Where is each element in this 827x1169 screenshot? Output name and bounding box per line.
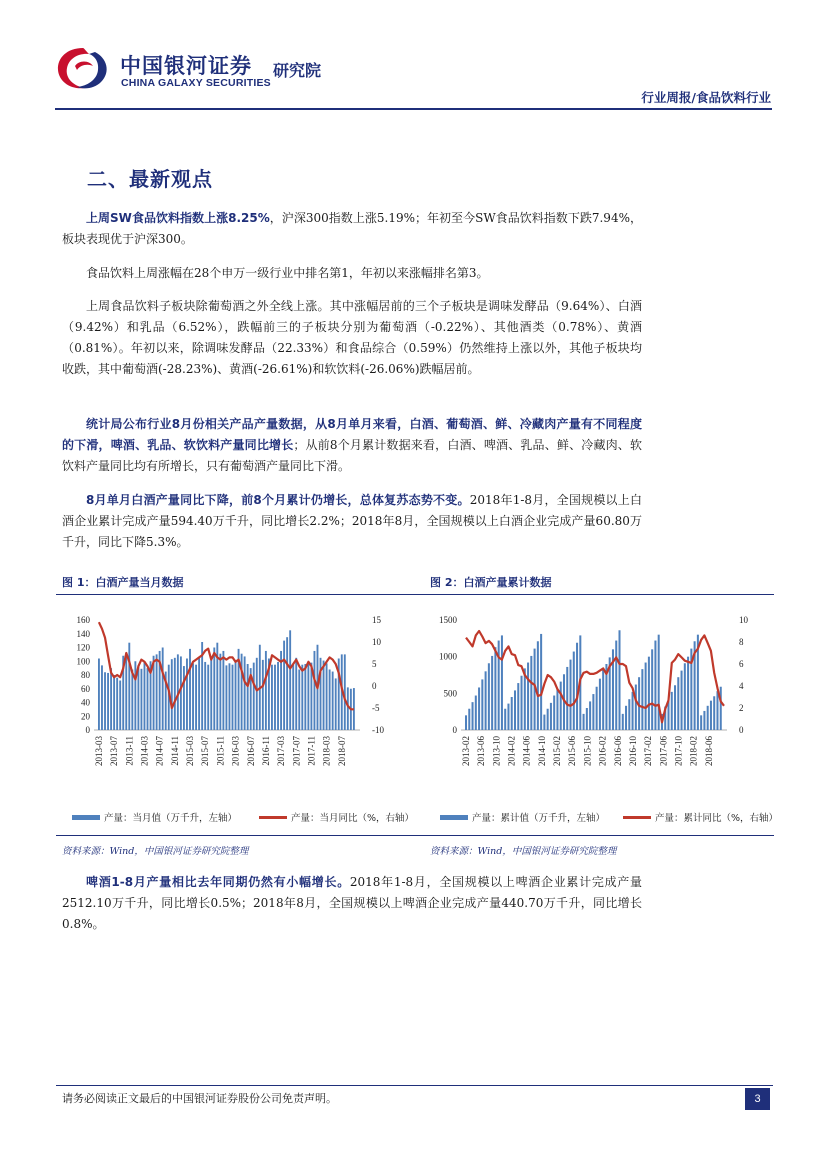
chart1-x-tick-label: 2013-03 — [94, 736, 104, 766]
chart2-right-tick-label: 0 — [739, 725, 744, 735]
chart2-bar — [641, 669, 643, 730]
figure-1-caption: 图 1：白酒产量当月数据 — [62, 576, 184, 589]
chart2-bar — [596, 687, 598, 730]
chart2-bar — [570, 660, 572, 730]
chart-2-legend — [440, 810, 778, 824]
chart1-x-tick-label: 2016-11 — [260, 736, 271, 766]
chart1-bar — [344, 654, 346, 730]
chart2-bar — [478, 687, 480, 730]
chart2-bar — [540, 634, 542, 730]
chart1-bar — [332, 672, 334, 730]
chart2-bar — [514, 690, 516, 730]
chart2-bar — [501, 635, 503, 730]
chart1-bar — [222, 651, 224, 730]
paragraph-5-text: 2018年1-8月，全国规模以上白酒企业累计完成产量594.40万千升，同比增长2.2%；2018年8月，全国规模以上白酒企业完成产量60.80万千升，同比下降5.3%。 — [62, 493, 642, 549]
chart2-left-tick-label: 1500 — [439, 615, 457, 625]
chart1-bar — [107, 673, 109, 730]
chart1-bar — [232, 665, 234, 730]
chart1-left-tick-label: 140 — [76, 628, 90, 639]
chart1-bar — [335, 678, 337, 730]
chart1-bar — [147, 668, 149, 730]
figure-1-source: 资料来源：Wind，中国银河证券研究院整理 — [62, 846, 249, 857]
chart1-bar — [195, 665, 197, 730]
chart1-bar — [186, 659, 188, 731]
chart2-x-tick-label: 2016-10 — [627, 736, 638, 766]
chart2-bar — [628, 699, 630, 730]
chart1-bar — [219, 654, 221, 730]
chart1-bar — [144, 663, 146, 730]
chart2-x-tick-label: 2014-02 — [506, 736, 517, 766]
header-divider — [55, 108, 772, 110]
chart2-bar — [710, 701, 712, 730]
chart2-bar — [674, 685, 676, 730]
chart1-bar — [183, 666, 185, 730]
chart2-x-tick-label: 2013-10 — [491, 736, 502, 766]
legend-bar-swatch — [72, 815, 100, 820]
chart2-bar — [671, 692, 673, 730]
chart2-bar — [527, 663, 529, 730]
chart1-right-tick-label: -5 — [372, 703, 380, 713]
chart1-right-tick-label: 15 — [372, 615, 381, 625]
chart2-bar — [618, 630, 620, 730]
chart2-bar — [615, 641, 617, 730]
chart2-right-tick-label: 10 — [739, 615, 748, 625]
chart1-x-tick-label: 2017-03 — [276, 736, 287, 766]
chart1-bar — [119, 681, 121, 731]
chart1-x-tick-label: 2014-11 — [169, 736, 180, 766]
chart2-left-tick-label: 0 — [452, 725, 457, 735]
chart-1-legend — [72, 810, 414, 824]
chart2-bar — [537, 641, 539, 730]
chart2-bar — [684, 663, 686, 730]
chart1-x-tick-label: 2014-03 — [139, 736, 150, 766]
legend-bar-label: 产量：累计值（万千升，左轴） — [472, 813, 606, 824]
chart2-bar — [468, 709, 470, 730]
chart1-bar — [347, 687, 349, 730]
chart1-right-tick-label: 10 — [372, 637, 381, 647]
brand-name-cn: 中国银河证券 — [120, 54, 252, 78]
chart2-bar — [687, 657, 689, 730]
chart1-bar — [304, 664, 306, 730]
chart2-x-tick-label: 2014-06 — [521, 736, 532, 766]
chart1-x-tick-label: 2017-11 — [306, 736, 317, 766]
chart1-bar — [110, 668, 112, 730]
chart1-bar — [277, 662, 279, 730]
footer-divider — [56, 1085, 773, 1086]
paragraph-6-bold: 啤酒1-8月产量相比去年同期仍然有小幅增长。 — [86, 875, 350, 889]
chart2-x-tick-label: 2015-02 — [552, 736, 563, 766]
chart1-bar — [128, 643, 130, 730]
chart1-x-tick-label: 2015-03 — [185, 736, 196, 766]
chart2-right-tick-label: 8 — [739, 637, 744, 647]
chart1-bar — [301, 665, 303, 730]
chart1-bar — [329, 670, 331, 731]
brand-name-en: CHINA GALAXY SECURITIES — [121, 77, 271, 89]
chart2-bar — [707, 706, 709, 730]
chart2-bar — [465, 715, 467, 730]
chart1-bar — [180, 656, 182, 730]
chart1-bar — [292, 665, 294, 730]
chart1-bar — [204, 662, 206, 730]
chart1-left-tick-label: 20 — [81, 711, 90, 722]
chart1-bar — [256, 658, 258, 730]
chart1-bar — [235, 660, 237, 730]
chart1-bar — [98, 659, 100, 731]
chart2-bar — [504, 709, 506, 730]
paragraph-2: 食品饮料上周涨幅在28个申万一级行业中排名第1，年初以来涨幅排名第3。 — [86, 266, 489, 280]
chart1-x-tick-label: 2014-07 — [154, 736, 165, 766]
chart1-bar — [174, 658, 176, 730]
chart2-x-tick-label: 2018-06 — [703, 736, 714, 766]
chart1-left-tick-label: 40 — [81, 697, 90, 708]
figure-top-divider — [56, 594, 774, 595]
chart2-bar — [576, 643, 578, 730]
chart2-x-tick-label: 2015-10 — [582, 736, 593, 766]
chart1-right-tick-label: -10 — [372, 725, 384, 735]
chart2-bar — [530, 656, 532, 730]
chart2-bar — [592, 694, 594, 730]
chart1-bar — [156, 654, 158, 730]
chart1-bar — [326, 663, 328, 730]
chart1-bar — [104, 672, 106, 730]
chart1-bar — [314, 651, 316, 730]
paragraph-1-bold: 上周SW食品饮料指数上涨8.25% — [86, 211, 270, 225]
chart2-bar — [543, 715, 545, 730]
chart2-left-tick-label: 500 — [443, 688, 457, 699]
chart1-bar — [140, 669, 142, 730]
chart2-bar — [602, 670, 604, 730]
chart1-bar — [244, 656, 246, 730]
chart1-x-tick-label: 2013-11 — [124, 736, 135, 766]
chart2-bar — [472, 702, 474, 730]
chart2-bar — [494, 647, 496, 730]
figure-2-source: 资料来源：Wind，中国银河证券研究院整理 — [430, 846, 617, 857]
chart2-bar — [553, 696, 555, 730]
chart2-x-tick-label: 2013-06 — [476, 736, 487, 766]
chart1-left-tick-label: 80 — [81, 670, 90, 680]
chart1-bar — [207, 665, 209, 730]
chart1-bar — [101, 665, 103, 730]
institute-label: 研究院 — [273, 61, 322, 80]
paragraph-4-bold: 统计局公布行业8月份相关产品产量数据，从8月单月来看，白酒、葡萄酒、鲜、冷藏肉产量有不同程度的下滑，啤酒、乳品、软饮料产量同比增长 — [62, 417, 642, 452]
chart2-x-tick-label: 2013-02 — [461, 736, 471, 766]
chart1-bar — [137, 665, 139, 730]
chart2-bar — [703, 711, 705, 730]
chart2-bar — [645, 663, 647, 730]
chart2-bar — [651, 649, 653, 730]
paragraph-4-text: ；从前8个月累计数据来看，白酒、啤酒、乳品、鲜、冷藏肉、软饮料产量同比均有所增长，只有葡萄酒产量同比下滑。 — [62, 438, 642, 473]
chart2-bar — [716, 691, 718, 730]
chart2-bar — [622, 714, 624, 730]
chart2-bar — [677, 677, 679, 730]
chart1-bar — [274, 665, 276, 730]
chart2-x-tick-label: 2017-06 — [658, 736, 669, 766]
chart1-left-tick-label: 0 — [85, 725, 90, 735]
chart2-right-tick-label: 2 — [739, 703, 744, 713]
chart1-x-tick-label: 2015-07 — [200, 736, 211, 766]
chart2-right-tick-label: 6 — [739, 659, 744, 669]
chart1-left-tick-label: 120 — [76, 642, 90, 653]
chart2-bar — [658, 635, 660, 730]
chart1-bar — [289, 630, 291, 730]
chart2-bar — [654, 641, 656, 730]
chart2-bar — [475, 696, 477, 730]
chart1-right-tick-label: 0 — [372, 681, 377, 691]
chart2-bar — [648, 657, 650, 730]
chart1-bar — [131, 670, 133, 731]
chart1-bar — [271, 665, 273, 730]
chart1-left-tick-label: 100 — [76, 656, 90, 667]
legend-line-label: 产量：累计同比（%，右轴） — [655, 813, 779, 824]
chart2-x-tick-label: 2015-06 — [567, 736, 578, 766]
chart1-x-tick-label: 2015-11 — [215, 736, 226, 766]
section-title: 二、最新观点 — [87, 167, 213, 191]
chart2-bar — [599, 679, 601, 730]
chart1-x-tick-label: 2016-07 — [245, 736, 256, 766]
chart2-bar — [720, 687, 722, 730]
chart2-bar — [550, 703, 552, 730]
chart2-bar — [681, 671, 683, 730]
chart2-right-tick-label: 4 — [739, 681, 744, 691]
chart2-bar — [635, 685, 637, 730]
chart1-bar — [210, 660, 212, 730]
chart2-bar — [511, 697, 513, 730]
chart1-bar — [262, 660, 264, 730]
chart2-bar — [586, 708, 588, 730]
chart2-bar — [521, 676, 523, 730]
chart2-bar — [507, 704, 509, 730]
page-number: 3 — [745, 1088, 770, 1110]
chart1-bar — [229, 663, 231, 730]
chart1-left-tick-label: 60 — [81, 683, 90, 694]
chart1-bar — [116, 678, 118, 730]
legend-line-swatch — [623, 816, 651, 819]
chart1-bar — [125, 653, 127, 730]
chart1-bar — [295, 658, 297, 730]
paragraph-6 — [62, 872, 642, 935]
chart2-bar — [547, 709, 549, 730]
chart1-x-tick-label: 2018-03 — [321, 736, 332, 766]
chart2-left-tick-label: 1000 — [439, 651, 457, 662]
chart2-bar — [560, 682, 562, 730]
chart2-x-tick-label: 2017-02 — [643, 736, 654, 766]
figure-bottom-divider — [56, 835, 774, 836]
disclaimer: 请务必阅读正文最后的中国银河证券股份公司免责声明。 — [62, 1092, 337, 1105]
legend-bar-swatch — [440, 815, 468, 820]
chart2-bar — [573, 652, 575, 730]
chart2-bar — [583, 714, 585, 730]
chart2-bar — [488, 663, 490, 730]
paragraph-5-bold: 8月单月白酒产量同比下降，前8个月累计仍增长，总体复苏态势不变。 — [86, 493, 470, 507]
chart1-x-tick-label: 2017-07 — [291, 736, 302, 766]
figure-2-caption: 图 2：白酒产量累计数据 — [430, 576, 552, 589]
chart1-bar — [253, 663, 255, 730]
chart1-bar — [307, 663, 309, 730]
chart1-bar — [162, 648, 164, 731]
chart2-bar — [485, 671, 487, 730]
chart2-bar — [556, 689, 558, 730]
chart2-bar — [491, 656, 493, 730]
chart2-bar — [589, 701, 591, 730]
legend-bar-label: 产量：当月值（万千升，左轴） — [104, 813, 238, 824]
paragraph-3: 上周食品饮料子板块除葡萄酒之外全线上涨。其中涨幅居前的三个子板块是调味发酵品（9.64%）、白酒（9.42%）和乳品（6.52%），跌幅前三的子板块分别为葡萄酒（-0.22%）、其他酒类（0.78%）、黄酒（0.81%）。年初以来，除调味发酵品（22.33%）和食品综合（0.59%）仍然维持上涨以外，其他子板块均收跌，其中葡萄酒(-28.23%)、黄酒(-26.61%)和软饮料(-26.06%)跌幅居前。 — [62, 299, 642, 376]
paragraph-5 — [62, 490, 642, 553]
paragraph-6-text: 2018年1-8月，全国规模以上啤酒企业累计完成产量2512.10万千升，同比增长0.5%；2018年8月，全国规模以上啤酒企业完成产量440.70万千升，同比增长0.8%。 — [62, 875, 642, 931]
chart1-bar — [213, 648, 215, 731]
chart-baijiu-cumulative — [425, 606, 775, 826]
chart2-bar — [481, 679, 483, 730]
chart1-bar — [247, 664, 249, 730]
chart2-bar — [517, 683, 519, 730]
chart1-bar — [265, 651, 267, 730]
galaxy-logo-icon — [55, 44, 111, 92]
chart2-bar — [625, 706, 627, 730]
chart1-bar — [198, 658, 200, 730]
chart2-bar — [700, 715, 702, 730]
chart2-x-tick-label: 2014-10 — [536, 736, 547, 766]
chart1-x-tick-label: 2013-07 — [109, 736, 120, 766]
chart2-bar — [713, 696, 715, 730]
legend-line-label: 产量：当月同比（%，右轴） — [291, 813, 415, 824]
chart1-bar — [323, 661, 325, 730]
chart1-bar — [134, 661, 136, 730]
chart1-bar — [298, 670, 300, 731]
chart1-bar — [286, 637, 288, 730]
chart1-x-tick-label: 2016-03 — [230, 736, 241, 766]
chart1-right-tick-label: 5 — [372, 659, 377, 669]
chart2-bar — [566, 667, 568, 730]
chart1-bar — [192, 663, 194, 730]
chart2-x-tick-label: 2017-10 — [673, 736, 684, 766]
chart1-bar — [225, 665, 227, 730]
chart2-bar — [632, 692, 634, 730]
chart1-bar — [189, 649, 191, 730]
chart1-bar — [171, 659, 173, 730]
legend-line-swatch — [259, 816, 287, 819]
chart1-bar — [113, 675, 115, 730]
paragraph-4 — [62, 414, 642, 477]
chart-baijiu-monthly — [58, 606, 408, 826]
chart2-x-tick-label: 2018-02 — [688, 736, 699, 766]
chart1-x-tick-label: 2018-07 — [336, 736, 347, 766]
chart2-x-tick-label: 2016-02 — [597, 736, 608, 766]
paragraph-1-text: ，沪深300指数上涨5.19%；年初至今SW食品饮料指数下跌7.94%，板块表现优于沪深300。 — [62, 211, 643, 246]
chart2-x-tick-label: 2016-06 — [612, 736, 623, 766]
paragraph-1 — [62, 208, 642, 250]
chart1-bar — [283, 641, 285, 730]
report-type: 行业周报/食品饮料行业 — [641, 90, 771, 105]
chart1-left-tick-label: 160 — [76, 615, 90, 625]
